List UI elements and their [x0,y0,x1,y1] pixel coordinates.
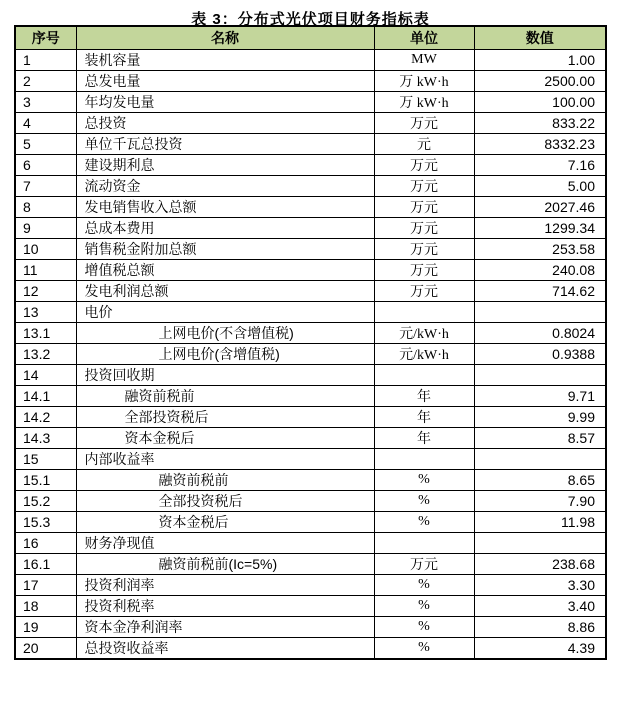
row-unit-cell: 万元 [374,112,474,133]
row-unit-cell: 年 [374,385,474,406]
table-row [15,49,606,70]
row-name-cell: 建设期利息 [76,154,374,175]
financial-indicators-table [14,25,607,660]
row-unit-cell: 万元 [374,154,474,175]
row-unit-cell: 万 kW·h [374,91,474,112]
row-unit-cell: % [374,469,474,490]
row-no-cell: 13.2 [15,343,76,364]
row-name-cell: 上网电价(不含增值税) [76,322,374,343]
row-unit-cell: 万元 [374,280,474,301]
row-name-cell: 流动资金 [76,175,374,196]
header-cell-unit: 单位 [374,26,474,49]
table-row [15,133,606,154]
row-name-cell: 销售税金附加总额 [76,238,374,259]
row-no-cell: 17 [15,574,76,595]
row-value-cell: 11.98 [474,511,606,532]
row-no-cell: 19 [15,616,76,637]
row-no-cell: 2 [15,70,76,91]
table-row [15,637,606,659]
row-no-cell: 13 [15,301,76,322]
row-unit-cell: 年 [374,427,474,448]
row-no-cell: 16 [15,532,76,553]
row-name-cell: 融资前税前 [76,385,374,406]
row-unit-cell: % [374,616,474,637]
row-value-cell: 0.8024 [474,322,606,343]
row-value-cell: 714.62 [474,280,606,301]
row-value-cell [474,448,606,469]
row-no-cell: 12 [15,280,76,301]
row-value-cell: 1.00 [474,49,606,70]
row-value-cell: 2500.00 [474,70,606,91]
row-name-cell: 资本金税后 [76,427,374,448]
row-name-cell: 发电销售收入总额 [76,196,374,217]
row-unit-cell: 元 [374,133,474,154]
row-value-cell: 100.00 [474,91,606,112]
row-no-cell: 13.1 [15,322,76,343]
row-value-cell [474,301,606,322]
row-unit-cell: 元/kW·h [374,322,474,343]
row-unit-cell [374,301,474,322]
row-no-cell: 15.2 [15,490,76,511]
row-unit-cell: MW [374,49,474,70]
table-row [15,364,606,385]
row-name-cell: 全部投资税后 [76,406,374,427]
row-no-cell: 5 [15,133,76,154]
row-value-cell: 253.58 [474,238,606,259]
row-value-cell: 2027.46 [474,196,606,217]
row-no-cell: 11 [15,259,76,280]
row-no-cell: 14.3 [15,427,76,448]
row-unit-cell: 万元 [374,259,474,280]
row-name-cell: 总发电量 [76,70,374,91]
row-name-cell: 投资利税率 [76,595,374,616]
row-unit-cell [374,532,474,553]
table-row [15,70,606,91]
table-row [15,217,606,238]
row-value-cell: 9.99 [474,406,606,427]
row-value-cell: 4.39 [474,637,606,659]
table-row [15,280,606,301]
row-name-cell: 电价 [76,301,374,322]
table-row [15,343,606,364]
row-unit-cell: 万元 [374,217,474,238]
row-name-cell: 总成本费用 [76,217,374,238]
row-unit-cell [374,364,474,385]
row-no-cell: 8 [15,196,76,217]
row-unit-cell: 万元 [374,238,474,259]
table-row [15,385,606,406]
header-cell-name: 名称 [76,26,374,49]
row-unit-cell: % [374,511,474,532]
table-row [15,238,606,259]
row-name-cell: 年均发电量 [76,91,374,112]
row-name-cell: 财务净现值 [76,532,374,553]
row-unit-cell: 万元 [374,553,474,574]
row-no-cell: 20 [15,637,76,659]
table-row [15,154,606,175]
row-value-cell: 240.08 [474,259,606,280]
row-value-cell: 8.65 [474,469,606,490]
table-row [15,112,606,133]
header-row [15,26,606,49]
table-title: 表 3：分布式光伏项目财务指标表 [191,11,430,28]
row-name-cell: 总投资收益率 [76,637,374,659]
row-unit-cell: 元/kW·h [374,343,474,364]
table-row [15,469,606,490]
row-unit-cell: 万 kW·h [374,70,474,91]
row-name-cell: 总投资 [76,112,374,133]
row-value-cell: 8.86 [474,616,606,637]
row-value-cell [474,532,606,553]
row-value-cell: 5.00 [474,175,606,196]
table-row [15,301,606,322]
row-name-cell: 投资利润率 [76,574,374,595]
table-row [15,406,606,427]
row-unit-cell [374,448,474,469]
row-value-cell: 3.30 [474,574,606,595]
row-value-cell: 7.16 [474,154,606,175]
table-row [15,259,606,280]
row-name-cell: 装机容量 [76,49,374,70]
row-name-cell: 发电利润总额 [76,280,374,301]
row-value-cell: 7.90 [474,490,606,511]
row-no-cell: 14.1 [15,385,76,406]
row-value-cell: 9.71 [474,385,606,406]
row-value-cell: 833.22 [474,112,606,133]
row-unit-cell: % [374,595,474,616]
row-no-cell: 9 [15,217,76,238]
table-row [15,553,606,574]
row-no-cell: 15.3 [15,511,76,532]
table-body [15,49,606,659]
row-value-cell: 0.9388 [474,343,606,364]
table-row [15,91,606,112]
row-no-cell: 16.1 [15,553,76,574]
row-value-cell: 238.68 [474,553,606,574]
row-name-cell: 内部收益率 [76,448,374,469]
table-row [15,532,606,553]
row-name-cell: 全部投资税后 [76,490,374,511]
row-no-cell: 14 [15,364,76,385]
table-row [15,427,606,448]
table-row [15,448,606,469]
row-name-cell: 投资回收期 [76,364,374,385]
table-row [15,616,606,637]
table-row [15,322,606,343]
row-no-cell: 6 [15,154,76,175]
row-unit-cell: % [374,574,474,595]
row-value-cell: 3.40 [474,595,606,616]
row-unit-cell: 年 [374,406,474,427]
header-cell-value: 数值 [474,26,606,49]
row-no-cell: 18 [15,595,76,616]
row-value-cell: 8.57 [474,427,606,448]
row-name-cell: 单位千瓦总投资 [76,133,374,154]
table-row [15,490,606,511]
table-row [15,175,606,196]
row-name-cell: 上网电价(含增值税) [76,343,374,364]
row-unit-cell: 万元 [374,175,474,196]
row-unit-cell: 万元 [374,196,474,217]
row-no-cell: 15.1 [15,469,76,490]
row-no-cell: 3 [15,91,76,112]
row-name-cell: 资本金净利润率 [76,616,374,637]
row-name-cell: 资本金税后 [76,511,374,532]
row-unit-cell: % [374,637,474,659]
row-no-cell: 10 [15,238,76,259]
row-name-cell: 融资前税前 [76,469,374,490]
row-no-cell: 4 [15,112,76,133]
row-value-cell [474,364,606,385]
row-name-cell: 增值税总额 [76,259,374,280]
table-row [15,574,606,595]
row-value-cell: 8332.23 [474,133,606,154]
table-row [15,595,606,616]
row-no-cell: 15 [15,448,76,469]
table-row [15,196,606,217]
row-no-cell: 1 [15,49,76,70]
row-value-cell: 1299.34 [474,217,606,238]
header-cell-no: 序号 [15,26,76,49]
row-no-cell: 14.2 [15,406,76,427]
row-no-cell: 7 [15,175,76,196]
row-name-cell: 融资前税前(Ic=5%) [76,553,374,574]
table-row [15,511,606,532]
row-unit-cell: % [374,490,474,511]
